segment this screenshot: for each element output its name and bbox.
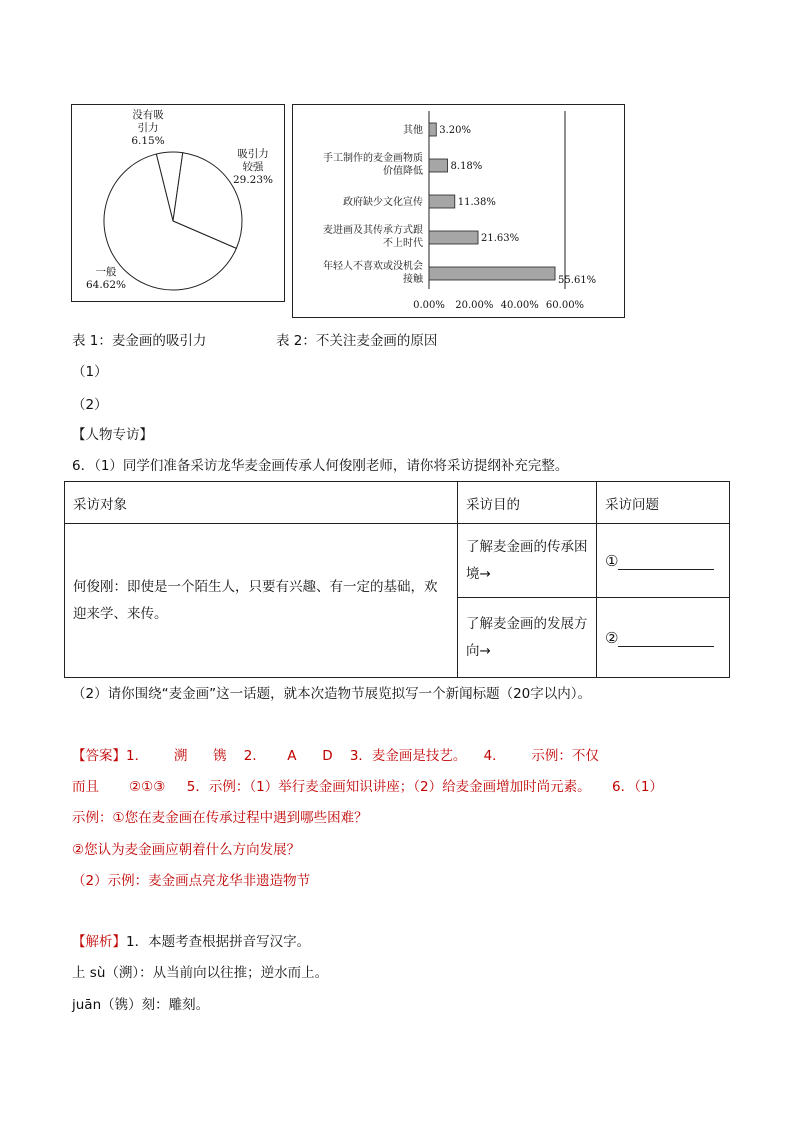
pie-label-3-1: 一般 <box>95 266 117 278</box>
bar-x-tick-1: 0.00% <box>413 300 445 311</box>
bar-category-label-3-1: 政府缺少文化宣传 <box>343 197 423 208</box>
pie-label-1-1: 没有吸 <box>132 109 164 121</box>
purpose-2-text: 了解麦金画的发展方向→ <box>466 615 588 659</box>
answer-line-4: ②您认为麦金画应朝着什么方向发展？ <box>72 842 301 858</box>
header-question: 采访问题 <box>597 482 730 524</box>
header-purpose: 采访目的 <box>458 482 597 524</box>
bar-category-label-2-2: 价值降低 <box>383 166 423 177</box>
bar-category-label-5-2: 接触 <box>403 274 423 285</box>
pie-chart-frame <box>71 104 285 302</box>
bar-4 <box>429 231 478 244</box>
bar-5 <box>429 267 555 280</box>
bar-value-label-1: 3.20% <box>439 125 472 136</box>
bar-category-label-4-1: 麦进画及其传承方式跟 <box>323 225 423 236</box>
section-heading: 【人物专访】 <box>72 427 153 443</box>
bar-2 <box>429 159 448 172</box>
header-subject: 采访对象 <box>65 482 458 524</box>
bar-3 <box>429 195 455 208</box>
interview-subject <box>65 524 458 678</box>
pie-label-2-2: 较强 <box>242 161 264 173</box>
answer-line-2: 而且 ②①③ 5．示例：（1）举行麦金画知识讲座；（2）给麦金画增加时尚元素。 6．（1） <box>72 779 663 795</box>
answer-line-1 <box>72 746 599 766</box>
bar-x-tick-4: 60.00% <box>545 300 585 311</box>
marker-2: ② <box>605 628 619 647</box>
answer-tag: 【答案】 <box>72 748 126 764</box>
bar-x-tick-3: 40.00% <box>500 300 539 311</box>
bar-category-label-1-1: 其他 <box>403 125 423 136</box>
bar-x-tick-2: 20.00% <box>455 300 494 311</box>
caption-table-1: 表 1：麦金画的吸引力 <box>72 333 207 349</box>
marker-1: ① <box>605 551 619 570</box>
answer-blank-2[interactable] <box>618 630 714 647</box>
bar-1 <box>429 123 436 136</box>
bar-category-label-2-1: 手工制作的麦金画物质 <box>323 153 423 164</box>
answer-text-1: 1． 溯 镌 2． A D 3．麦金画是技艺。 4． 示例：不仅 <box>126 748 599 764</box>
answer-blank-1[interactable] <box>618 553 714 570</box>
pie-label-1-3: 6.15% <box>131 135 165 147</box>
purpose-1 <box>458 524 597 598</box>
bar-category-label-4-2: 不上时代 <box>383 238 423 249</box>
analysis-text-1: 1．本题考查根据拼音写汉字。 <box>126 934 311 950</box>
answer-line-5: （2）示例：麦金画点亮龙华非遗造物节 <box>72 873 311 889</box>
bar-value-label-5: 55.61% <box>558 275 597 286</box>
analysis-tag: 【解析】 <box>72 934 126 950</box>
subject-quote: 何俊刚：即使是一个陌生人，只要有兴趣、有一定的基础，欢迎来学、来传。 <box>73 578 438 622</box>
question-6-part-2: （2）请你围绕“麦金画”这一话题，就本次造物节展览拟写一个新闻标题（20字以内）。 <box>72 686 592 702</box>
answer-line-3: 示例：①您在麦金画在传承过程中遇到哪些困难？ <box>72 810 368 826</box>
purpose-2 <box>458 598 597 678</box>
bar-value-label-3: 11.38% <box>457 197 496 208</box>
interview-table <box>64 481 730 678</box>
bar-chart <box>293 105 624 317</box>
pie-label-3-2: 64.62% <box>85 279 127 291</box>
analysis-line-3: juān（镌）刻：雕刻。 <box>72 997 210 1013</box>
question-2-cell <box>597 598 730 678</box>
question-1-cell <box>597 524 730 598</box>
bar-chart-frame <box>292 104 625 318</box>
pie-label-2-1: 吸引力 <box>237 148 269 160</box>
question-1-label: （1） <box>72 364 108 380</box>
pie-label-2-3: 29.23% <box>232 174 274 186</box>
question-6-prompt: 6．（1）同学们准备采访龙华麦金画传承人何俊刚老师，请你将采访提纲补充完整。 <box>72 458 569 474</box>
pie-chart <box>72 105 284 301</box>
pie-label-1-2: 引力 <box>137 122 159 134</box>
purpose-1-text: 了解麦金画的传承困境→ <box>466 538 588 582</box>
bar-category-label-5-1: 年轻人不喜欢或没机会 <box>323 261 423 272</box>
analysis-line-2: 上 sù（溯）：从当前向以往推；逆水而上。 <box>72 965 329 981</box>
bar-value-label-2: 8.18% <box>450 161 483 172</box>
bar-value-label-4: 21.63% <box>481 233 520 244</box>
question-2-label: （2） <box>72 397 108 413</box>
caption-table-2: 表 2：不关注麦金画的原因 <box>276 333 438 349</box>
analysis-line-1 <box>72 932 310 952</box>
